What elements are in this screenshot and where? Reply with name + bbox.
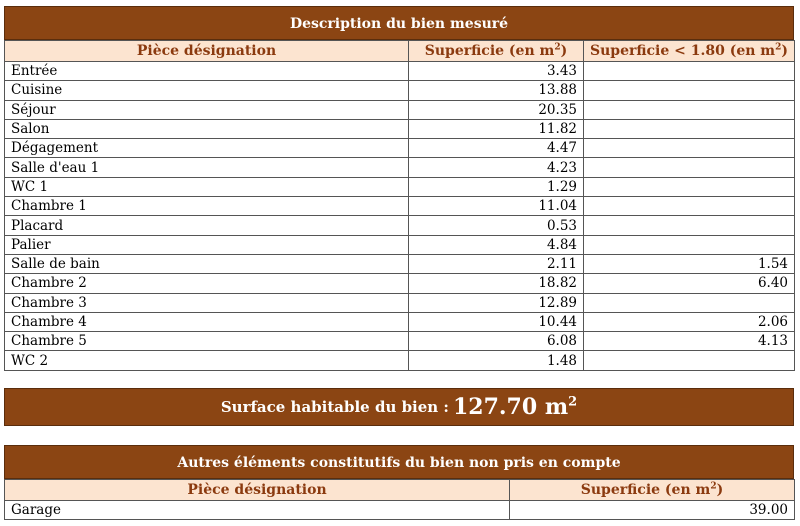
habitable-surface-value: 127.70 $m^2$ <box>452 394 578 420</box>
table-row <box>5 501 795 520</box>
measured-rooms-table <box>4 40 795 371</box>
room-low-ceiling-area-cell <box>584 139 795 158</box>
excluded-elements-table <box>4 479 795 520</box>
room-name-cell: Dégagement <box>5 139 409 158</box>
room-low-ceiling-area-cell <box>584 197 795 216</box>
room-area-cell: 12.89 <box>409 293 584 312</box>
room-low-ceiling-area-cell <box>584 351 795 370</box>
room-area-cell: 3.43 <box>409 62 584 81</box>
col-header-superficie: Superficie (en $m^2$) <box>510 480 795 501</box>
room-name-cell: Palier <box>5 235 409 254</box>
col-header-low-ceiling: Superficie < 1.80 (en $m^2$) <box>584 41 795 62</box>
room-area-cell: 18.82 <box>409 274 584 293</box>
excluded-elements-body <box>5 501 795 520</box>
room-name-cell: Cuisine <box>5 81 409 100</box>
room-area-cell: 6.08 <box>409 332 584 351</box>
room-low-ceiling-area-cell <box>584 100 795 119</box>
room-low-ceiling-area-cell <box>584 235 795 254</box>
table-row <box>5 351 795 370</box>
habitable-surface-label: Surface habitable du bien : <box>220 398 449 416</box>
room-name-cell: Chambre 5 <box>5 332 409 351</box>
element-name-cell: Garage <box>5 501 510 520</box>
room-area-cell: 11.82 <box>409 119 584 138</box>
measured-rooms-body <box>5 62 795 371</box>
room-name-cell: Chambre 2 <box>5 274 409 293</box>
room-low-ceiling-area-cell: 1.54 <box>584 254 795 273</box>
measured-property-title: Description du bien mesuré <box>4 6 794 40</box>
table-row <box>5 332 795 351</box>
excluded-elements-title: Autres éléments constitutifs du bien non pris en compte <box>4 445 794 479</box>
room-low-ceiling-area-cell <box>584 81 795 100</box>
room-area-cell: 11.04 <box>409 197 584 216</box>
table-row <box>5 312 795 331</box>
room-name-cell: Salle de bain <box>5 254 409 273</box>
room-low-ceiling-area-cell <box>584 158 795 177</box>
room-area-cell: 20.35 <box>409 100 584 119</box>
table-row <box>5 274 795 293</box>
room-name-cell: Entrée <box>5 62 409 81</box>
table-row <box>5 293 795 312</box>
table-row <box>5 119 795 138</box>
room-low-ceiling-area-cell <box>584 62 795 81</box>
room-low-ceiling-area-cell <box>584 119 795 138</box>
table-row <box>5 197 795 216</box>
col-header-designation: Pièce désignation <box>5 480 510 501</box>
room-area-cell: 4.84 <box>409 235 584 254</box>
room-low-ceiling-area-cell: 2.06 <box>584 312 795 331</box>
room-name-cell: Séjour <box>5 100 409 119</box>
col-header-designation: Pièce désignation <box>5 41 409 62</box>
room-area-cell: 1.29 <box>409 177 584 196</box>
room-low-ceiling-area-cell <box>584 177 795 196</box>
habitable-surface-bar <box>4 388 794 426</box>
room-low-ceiling-area-cell: 4.13 <box>584 332 795 351</box>
room-area-cell: 2.11 <box>409 254 584 273</box>
room-low-ceiling-area-cell <box>584 293 795 312</box>
room-area-cell: 10.44 <box>409 312 584 331</box>
room-low-ceiling-area-cell <box>584 216 795 235</box>
room-name-cell: Placard <box>5 216 409 235</box>
table-row <box>5 254 795 273</box>
room-name-cell: Salon <box>5 119 409 138</box>
room-name-cell: Chambre 1 <box>5 197 409 216</box>
room-low-ceiling-area-cell: 6.40 <box>584 274 795 293</box>
col-header-superficie: Superficie (en $m^2$) <box>409 41 584 62</box>
table-row <box>5 235 795 254</box>
room-name-cell: Salle d'eau 1 <box>5 158 409 177</box>
table-row <box>5 139 795 158</box>
table-row <box>5 62 795 81</box>
room-area-cell: 4.23 <box>409 158 584 177</box>
table-row <box>5 81 795 100</box>
room-name-cell: Chambre 3 <box>5 293 409 312</box>
table-row <box>5 158 795 177</box>
excluded-elements-panel <box>4 445 794 520</box>
room-area-cell: 1.48 <box>409 351 584 370</box>
room-name-cell: Chambre 4 <box>5 312 409 331</box>
table-row <box>5 216 795 235</box>
room-area-cell: 13.88 <box>409 81 584 100</box>
room-name-cell: WC 1 <box>5 177 409 196</box>
measured-rooms-header-row <box>5 41 795 62</box>
excluded-elements-header-row <box>5 480 795 501</box>
room-area-cell: 4.47 <box>409 139 584 158</box>
table-row <box>5 177 795 196</box>
table-row <box>5 100 795 119</box>
room-area-cell: 0.53 <box>409 216 584 235</box>
element-area-cell: 39.00 <box>510 501 795 520</box>
measured-property-panel <box>4 6 794 371</box>
room-name-cell: WC 2 <box>5 351 409 370</box>
